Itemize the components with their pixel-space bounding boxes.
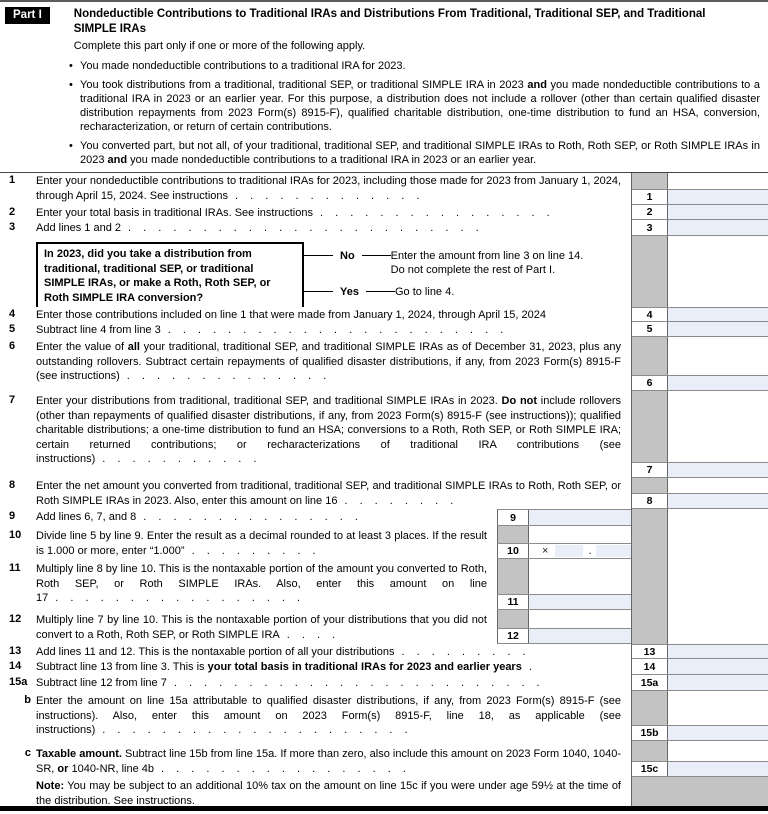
bullet-icon: • xyxy=(69,140,73,152)
part-badge: Part I xyxy=(5,7,50,24)
line-15b-amount-field[interactable] xyxy=(668,726,768,740)
form-line-15a xyxy=(0,675,768,691)
shaded-cell xyxy=(632,610,668,644)
line-11-amount-field[interactable] xyxy=(529,595,631,609)
bottom-rule xyxy=(0,806,768,811)
line-10-decimal-field-1[interactable] xyxy=(555,545,583,557)
line-3-number: 3 xyxy=(9,221,16,233)
line-14-number: 14 xyxy=(9,660,22,672)
line-14-amount-field[interactable] xyxy=(668,659,768,674)
line-12-text: Multiply line 7 by line 10. This is the nontaxable portion of your distributions that you did not convert to a Roth, Roth SEP, or Roth SIMPLE IRA . . . . xyxy=(36,614,487,641)
part-header xyxy=(0,2,768,52)
line-14-text: Subtract line 13 from line 3. This is your total basis in traditional IRAs for 2023 and earlier years . xyxy=(36,661,532,673)
connector-line xyxy=(366,291,395,292)
form-line-8 xyxy=(0,478,768,509)
line-7-text: Enter your distributions from traditional, traditional SEP, and traditional SIMPLE IRAs in 2023. Do not include rollovers (other than repayments of qualified disaster distributions, if any, from 2023 Form(s) 8915-F (see instructions)); qualified charitable distributions; a one-time distribution to fund an HSA; conversions to a Roth, Roth SEP, or Roth SIMPLE IRA; certain returned contributions; or recharacterizations of traditional IRA contributions (see instructions) . . . . . . . . . . . xyxy=(36,395,621,465)
flowchart-row xyxy=(0,236,768,307)
line-7-amount-field[interactable] xyxy=(668,463,768,477)
line-12-number: 12 xyxy=(9,613,22,625)
shaded-cell xyxy=(632,526,668,559)
shaded-cell xyxy=(632,478,668,493)
part-intro: Complete this part only if one or more of the following apply. xyxy=(73,40,366,52)
line-5-number: 5 xyxy=(9,323,16,335)
line-4-box-label: 4 xyxy=(632,308,668,321)
line-10-text: Divide line 5 by line 9. Enter the result as a decimal rounded to at least 3 places. If the result is 1.000 or more, enter “1.000” . . . . . . . . . xyxy=(36,530,487,557)
shaded-cell xyxy=(497,610,529,628)
line-15c-amount-field[interactable] xyxy=(668,762,768,776)
form-line-10 xyxy=(0,526,768,559)
note-row xyxy=(0,777,768,806)
line-15a-box-label: 15a xyxy=(632,675,668,690)
shaded-cell xyxy=(497,559,529,594)
shaded-cell xyxy=(497,526,529,543)
form-line-1 xyxy=(0,173,768,205)
line-11-number: 11 xyxy=(9,562,21,574)
line-1-amount-field[interactable] xyxy=(668,190,768,204)
shaded-cell xyxy=(632,777,768,806)
form-line-3 xyxy=(0,220,768,236)
shaded-cell xyxy=(632,236,668,307)
line-15b-number: b xyxy=(24,694,31,706)
line-8-number: 8 xyxy=(9,479,16,491)
bullet-text: You made nondeductible contributions to a traditional IRA for 2023. xyxy=(80,60,406,72)
list-item xyxy=(69,139,760,167)
line-8-box-label: 8 xyxy=(632,494,668,508)
form-line-12 xyxy=(0,610,768,644)
bullet-icon: • xyxy=(69,79,73,91)
line-2-box-label: 2 xyxy=(632,205,668,219)
line-14-box-label: 14 xyxy=(632,659,668,674)
line-15c-number: c xyxy=(24,747,31,759)
connector-line xyxy=(362,255,391,256)
shaded-cell xyxy=(632,691,668,725)
bullet-text: You converted part, but not all, of your traditional, traditional SEP, and traditional SIMPLE IRAs to Roth, Roth SEP, or Roth SIMPLE IRAs in 2023 and you made nondeductible contributions to a traditional IRA in 2023 or an earlier year. xyxy=(80,140,760,166)
line-9-box-label: 9 xyxy=(497,510,529,525)
flowchart-question-box: In 2023, did you take a distribution from traditional, traditional SEP, or traditional SIMPLE IRAs, or make a Roth, Roth SEP, or Roth SIMPLE IRA conversion? xyxy=(36,242,304,307)
flowchart xyxy=(36,237,621,307)
line-6-amount-field[interactable] xyxy=(668,376,768,390)
form-line-14 xyxy=(0,659,768,675)
line-5-box-label: 5 xyxy=(632,322,668,336)
line-13-box-label: 13 xyxy=(632,645,668,658)
line-15b-text: Enter the amount on line 15a attributable to qualified disaster distributions, if any, from 2023 Form(s) 8915-F (see instructions). Also, enter this amount on 2023 Form(s) 8915-F, line 18, as applicable (see instructions) . . . . . . . . . . . . . . . . . . . . . xyxy=(36,695,621,736)
line-2-text: Enter your total basis in traditional IRAs. See instructions . . . . . . . . . . . . . . . . xyxy=(36,207,550,219)
line-6-box-label: 6 xyxy=(632,376,668,390)
form-line-13 xyxy=(0,644,768,659)
line-6-text: Enter the value of all your traditional, traditional SEP, and traditional SIMPLE IRAs as of December 31, 2023, plus any outstanding rollovers. Subtract certain repayments of qualified disaster distributions, if any, from 2023 Form(s) 8915-F (see instructions) . . . . . . . . . . . . . . xyxy=(36,341,621,382)
bullet-icon: • xyxy=(69,60,73,72)
form-line-4 xyxy=(0,307,768,322)
form-line-15b xyxy=(0,691,768,741)
line-5-amount-field[interactable] xyxy=(668,322,768,336)
line-8-text: Enter the net amount you converted from traditional, traditional SEP, and traditional SIMPLE IRAs to Roth, Roth SEP, or Roth SIMPLE IRAs in 2023. Also, enter this amount on line 16 . . . . . . . . xyxy=(36,480,621,507)
line-3-amount-field[interactable] xyxy=(668,220,768,235)
line-4-text: Enter those contributions included on line 1 that were made from January 1, 2024, through April 15, 2024 xyxy=(36,309,546,321)
list-item xyxy=(69,59,760,73)
line-15a-text: Subtract line 12 from line 7 . . . . . . . . . . . . . . . . . . . . . . . . . xyxy=(36,677,540,689)
line-13-amount-field[interactable] xyxy=(668,645,768,658)
yes-label: Yes xyxy=(340,286,359,298)
yes-instruction: Go to line 4. xyxy=(394,286,455,298)
line-4-amount-field[interactable] xyxy=(668,308,768,321)
line-4-number: 4 xyxy=(9,308,16,320)
line-6-number: 6 xyxy=(9,340,16,352)
line-13-number: 13 xyxy=(9,645,22,657)
no-instruction-2: Do not complete the rest of Part I. xyxy=(390,264,556,276)
line-15a-number: 15a xyxy=(9,676,28,688)
form-line-5 xyxy=(0,322,768,337)
list-item xyxy=(69,78,760,134)
line-9-number: 9 xyxy=(9,510,16,522)
connector-line xyxy=(304,291,333,292)
note-text: Note: You may be subject to an additional 10% tax on the amount on line 15c if you were under age 59½ at the time of the distribution. See instructions. xyxy=(36,780,621,806)
form-line-9 xyxy=(0,509,768,526)
line-11-box-label: 11 xyxy=(497,595,529,609)
line-10-decimal-field-2[interactable] xyxy=(596,545,633,557)
line-7-box-label: 7 xyxy=(632,463,668,477)
line-15c-text: Taxable amount. Subtract line 15b from line 15a. If more than zero, also include this amount on 2023 Form 1040, 1040-SR, or 1040-NR, line 4b . . . . . . . . . . . . . . . . . xyxy=(36,748,621,775)
line-1-number: 1 xyxy=(9,174,16,186)
shaded-cell xyxy=(632,559,668,610)
line-15b-box-label: 15b xyxy=(632,726,668,740)
line-3-text: Add lines 1 and 2 . . . . . . . . . . . . . . . . . . . . . . . . xyxy=(36,222,479,234)
conditions-list xyxy=(69,59,760,167)
form-line-2 xyxy=(0,205,768,220)
flowchart-no-branch xyxy=(304,249,583,277)
shaded-cell xyxy=(632,741,668,761)
shaded-cell xyxy=(632,391,668,462)
line-12-box-label: 12 xyxy=(497,629,529,643)
line-7-number: 7 xyxy=(9,394,16,406)
form-lines xyxy=(0,172,768,806)
form-line-6 xyxy=(0,337,768,391)
line-9-amount-field[interactable] xyxy=(529,510,631,525)
line-10-number: 10 xyxy=(9,529,22,541)
line-1-box-label: 1 xyxy=(632,190,668,204)
line-10-box-label: 10 xyxy=(497,544,529,558)
form-line-11 xyxy=(0,559,768,610)
form-line-15c xyxy=(0,741,768,777)
line-13-text: Add lines 11 and 12. This is the nontaxable portion of all your distributions . . . . . . . . . xyxy=(36,646,526,658)
line-8-amount-field[interactable] xyxy=(668,494,768,508)
line-15a-amount-field[interactable] xyxy=(668,675,768,690)
line-3-box-label: 3 xyxy=(632,220,668,235)
form-line-7 xyxy=(0,391,768,478)
multiply-icon: × xyxy=(542,545,549,557)
line-2-amount-field[interactable] xyxy=(668,205,768,219)
shaded-cell xyxy=(632,173,668,189)
line-10-ratio-field xyxy=(529,544,633,558)
line-9-text: Add lines 6, 7, and 8 . . . . . . . . . . . . . . . xyxy=(36,511,358,523)
decimal-point: . xyxy=(588,545,592,557)
line-5-text: Subtract line 4 from line 3 . . . . . . . . . . . . . . . . . . . . . . . xyxy=(36,324,504,336)
connector-line xyxy=(304,255,333,256)
flowchart-yes-branch xyxy=(304,285,583,300)
line-2-number: 2 xyxy=(9,206,16,218)
line-12-amount-field[interactable] xyxy=(529,629,631,643)
line-11-text: Multiply line 8 by line 10. This is the nontaxable portion of the amount you converted to Roth, Roth SEP, or Roth SIMPLE IRAs. Also, enter this amount on line 17 . . . . . . . . . . . . . . . . . xyxy=(36,563,487,604)
line-15c-box-label: 15c xyxy=(632,762,668,776)
no-label: No xyxy=(340,250,355,262)
line-1-text: Enter your nondeductible contributions to traditional IRAs for 2023, including those made for 2023 from January 1, 2024, through April 15, 2024. See instructions . . . . . . . . . . . . . xyxy=(36,175,621,202)
part-title: Nondeductible Contributions to Traditional IRAs and Distributions From Traditional, Traditional SEP, and Traditional SIMPLE IRAs xyxy=(73,8,706,35)
bullet-text: You took distributions from a traditional, traditional SEP, or traditional SIMPLE IRA in 2023 and you made nondeductible contributions to a traditional IRA in 2023 or an earlier year. For this purpose, a distribution does not include a rollover (other than certain qualified disaster distribution repayments from 2023 Form(s) 8915-F), qualified charitable distribution, one-time distribution to fund an HSA, conversion, recharacterization, or return of certain contributions. xyxy=(80,79,760,133)
shaded-cell xyxy=(632,509,668,526)
no-instruction-1: Enter the amount from line 3 on line 14. xyxy=(390,250,584,262)
shaded-cell xyxy=(632,337,668,375)
